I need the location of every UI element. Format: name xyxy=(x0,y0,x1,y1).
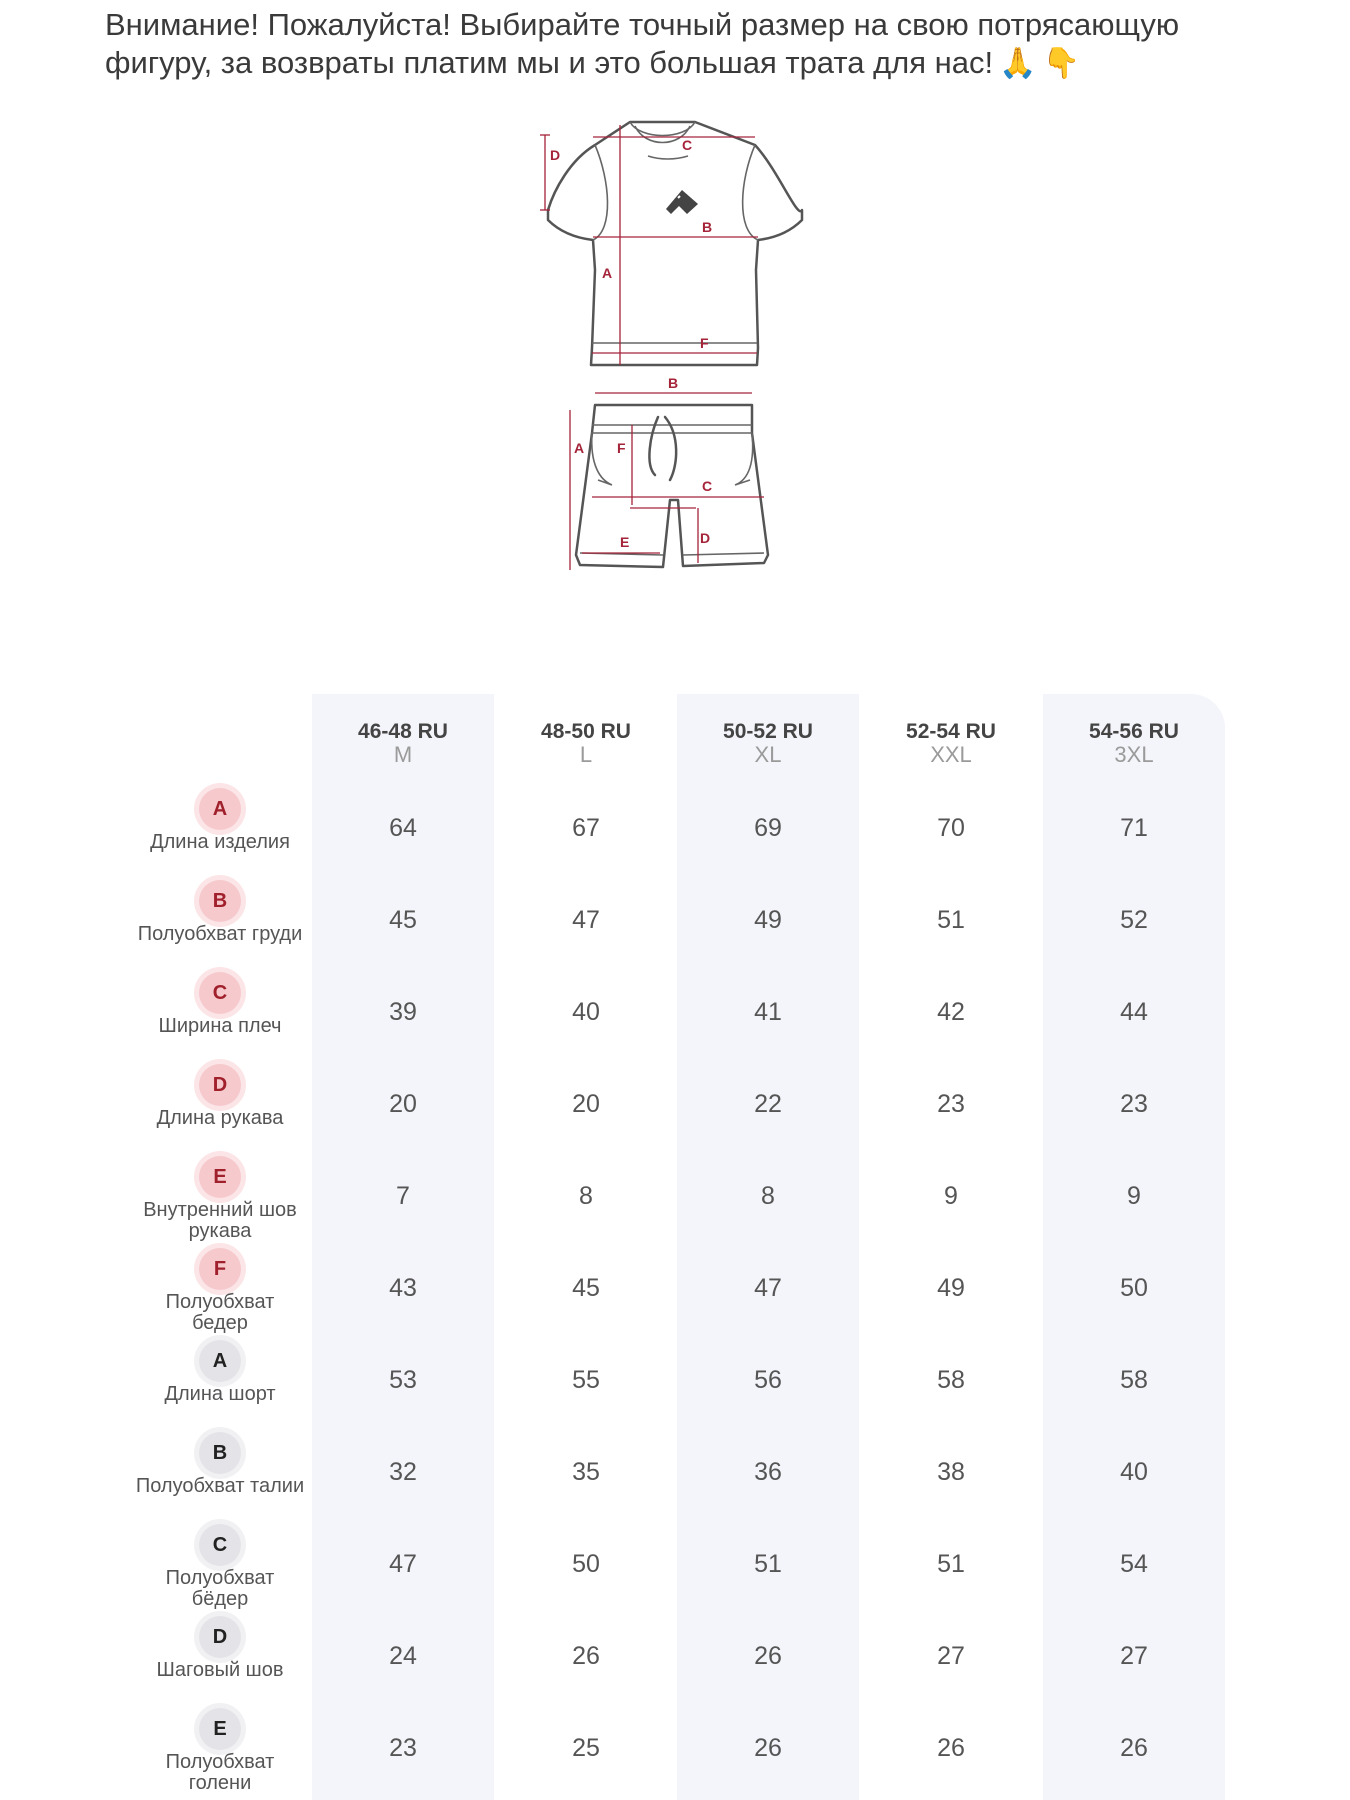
table-row xyxy=(0,1616,1350,1708)
measurement-label xyxy=(135,1708,305,1800)
measurement-name: Длина рукава xyxy=(156,1108,284,1129)
shorts-label-f: F xyxy=(617,440,626,456)
measurement-name: Внутренний шов рукава xyxy=(143,1200,297,1242)
table-cell: 7 xyxy=(396,1182,410,1210)
table-cell: 9 xyxy=(1127,1182,1141,1210)
table-cell: 47 xyxy=(572,906,600,934)
measurement-label xyxy=(135,1248,305,1340)
table-cell: 45 xyxy=(572,1274,600,1302)
table-cell: 38 xyxy=(937,1458,965,1486)
table-row xyxy=(0,1156,1350,1248)
measurement-label xyxy=(135,788,305,880)
notice-text: Внимание! Пожалуйста! Выбирайте точный размер на свою потрясающую фигуру, за возвраты платим мы и это большая трата для нас! xyxy=(105,7,1180,80)
table-cell: 56 xyxy=(754,1366,782,1394)
pointing-down-icon: 👇 xyxy=(1042,47,1080,80)
table-row xyxy=(0,788,1350,880)
table-cell: 8 xyxy=(579,1182,593,1210)
table-cell: 20 xyxy=(389,1090,417,1118)
table-cell: 58 xyxy=(1120,1366,1148,1394)
size-header-3xl: 54-56 RU 3XL xyxy=(1089,720,1179,767)
tshirt-measurements xyxy=(540,125,758,365)
measurement-letter-badge: B xyxy=(199,880,241,922)
table-cell: 26 xyxy=(572,1642,600,1670)
measurement-label xyxy=(135,1616,305,1708)
table-cell: 47 xyxy=(754,1274,782,1302)
measurement-letter-badge: E xyxy=(199,1156,241,1198)
table-cell: 40 xyxy=(572,998,600,1026)
size-header-xl: 50-52 RU XL xyxy=(723,720,813,767)
measurement-label xyxy=(135,1340,305,1432)
table-cell: 8 xyxy=(761,1182,775,1210)
table-cell: 26 xyxy=(754,1734,782,1762)
table-cell: 23 xyxy=(937,1090,965,1118)
table-cell: 54 xyxy=(1120,1550,1148,1578)
table-cell: 35 xyxy=(572,1458,600,1486)
measurement-name: Полуобхват бедер xyxy=(165,1292,275,1334)
tshirt-label-f: F xyxy=(700,335,709,351)
table-cell: 22 xyxy=(754,1090,782,1118)
tshirt-label-b: B xyxy=(702,219,713,235)
measurement-name: Полуобхват талии xyxy=(135,1476,305,1497)
table-cell: 71 xyxy=(1120,814,1148,842)
table-cell: 67 xyxy=(572,814,600,842)
shorts-label-c: C xyxy=(702,478,713,494)
table-cell: 24 xyxy=(389,1642,417,1670)
measurement-letter-badge: D xyxy=(199,1064,241,1106)
shorts-drawing xyxy=(576,405,768,567)
measurement-letter-badge: A xyxy=(199,788,241,830)
measurement-label xyxy=(135,880,305,972)
table-row xyxy=(0,1248,1350,1340)
table-row xyxy=(0,972,1350,1064)
size-table xyxy=(0,694,1350,1800)
measurement-label xyxy=(135,1064,305,1156)
tshirt-drawing xyxy=(548,122,802,365)
measurement-label xyxy=(135,1432,305,1524)
table-cell: 50 xyxy=(572,1550,600,1578)
table-cell: 52 xyxy=(1120,906,1148,934)
table-cell: 47 xyxy=(389,1550,417,1578)
tshirt-label-d: D xyxy=(550,147,561,163)
table-row xyxy=(0,1432,1350,1524)
measurement-label xyxy=(135,1524,305,1616)
table-cell: 58 xyxy=(937,1366,965,1394)
measurement-letter-badge: E xyxy=(199,1708,241,1750)
table-cell: 49 xyxy=(754,906,782,934)
table-cell: 55 xyxy=(572,1366,600,1394)
measurement-label xyxy=(135,1156,305,1248)
table-cell: 69 xyxy=(754,814,782,842)
garment-diagram xyxy=(520,110,820,670)
measurement-letter-badge: B xyxy=(199,1432,241,1474)
table-cell: 51 xyxy=(937,1550,965,1578)
table-row xyxy=(0,1064,1350,1156)
table-cell: 51 xyxy=(937,906,965,934)
table-cell: 26 xyxy=(937,1734,965,1762)
table-cell: 40 xyxy=(1120,1458,1148,1486)
size-notice xyxy=(105,6,1285,83)
table-cell: 27 xyxy=(937,1642,965,1670)
size-header-xxl: 52-54 RU XXL xyxy=(906,720,996,767)
table-cell: 20 xyxy=(572,1090,600,1118)
measurement-letter-badge: C xyxy=(199,1524,241,1566)
measurement-name: Полуобхват бёдер xyxy=(165,1568,275,1610)
shorts-label-e: E xyxy=(620,534,630,550)
tshirt-label-a: A xyxy=(602,265,613,281)
table-cell: 44 xyxy=(1120,998,1148,1026)
size-header-l: 48-50 RU L xyxy=(541,720,631,767)
brand-logo-icon xyxy=(666,190,698,214)
shorts-label-d: D xyxy=(700,530,711,546)
table-cell: 53 xyxy=(389,1366,417,1394)
measurement-name: Полуобхват голени xyxy=(165,1752,275,1794)
measurement-name: Длина изделия xyxy=(150,832,290,853)
table-cell: 32 xyxy=(389,1458,417,1486)
measurement-label xyxy=(135,972,305,1064)
table-cell: 50 xyxy=(1120,1274,1148,1302)
table-row xyxy=(0,880,1350,972)
shorts-label-b: B xyxy=(668,375,679,391)
table-row xyxy=(0,1524,1350,1616)
table-cell: 23 xyxy=(1120,1090,1148,1118)
table-cell: 64 xyxy=(389,814,417,842)
table-cell: 25 xyxy=(572,1734,600,1762)
table-cell: 49 xyxy=(937,1274,965,1302)
table-cell: 42 xyxy=(937,998,965,1026)
measurement-name: Ширина плеч xyxy=(158,1016,282,1037)
shorts-label-a: A xyxy=(574,440,585,456)
measurement-letter-badge: F xyxy=(199,1248,241,1290)
table-cell: 41 xyxy=(754,998,782,1026)
table-cell: 9 xyxy=(944,1182,958,1210)
table-cell: 70 xyxy=(937,814,965,842)
praying-hands-icon: 🙏 xyxy=(999,47,1037,80)
table-cell: 45 xyxy=(389,906,417,934)
measurement-name: Полуобхват груди xyxy=(137,924,303,945)
size-header-m: 46-48 RU M xyxy=(358,720,448,767)
table-cell: 23 xyxy=(389,1734,417,1762)
measurement-letter-badge: A xyxy=(199,1340,241,1382)
measurement-name: Шаговый шов xyxy=(156,1660,284,1681)
table-cell: 51 xyxy=(754,1550,782,1578)
measurement-letter-badge: C xyxy=(199,972,241,1014)
table-cell: 39 xyxy=(389,998,417,1026)
table-cell: 43 xyxy=(389,1274,417,1302)
table-row xyxy=(0,1708,1350,1800)
measurement-letter-badge: D xyxy=(199,1616,241,1658)
tshirt-label-c: C xyxy=(682,137,693,153)
measurement-name: Длина шорт xyxy=(164,1384,276,1405)
table-cell: 36 xyxy=(754,1458,782,1486)
table-row xyxy=(0,1340,1350,1432)
table-cell: 26 xyxy=(754,1642,782,1670)
table-cell: 27 xyxy=(1120,1642,1148,1670)
table-cell: 26 xyxy=(1120,1734,1148,1762)
